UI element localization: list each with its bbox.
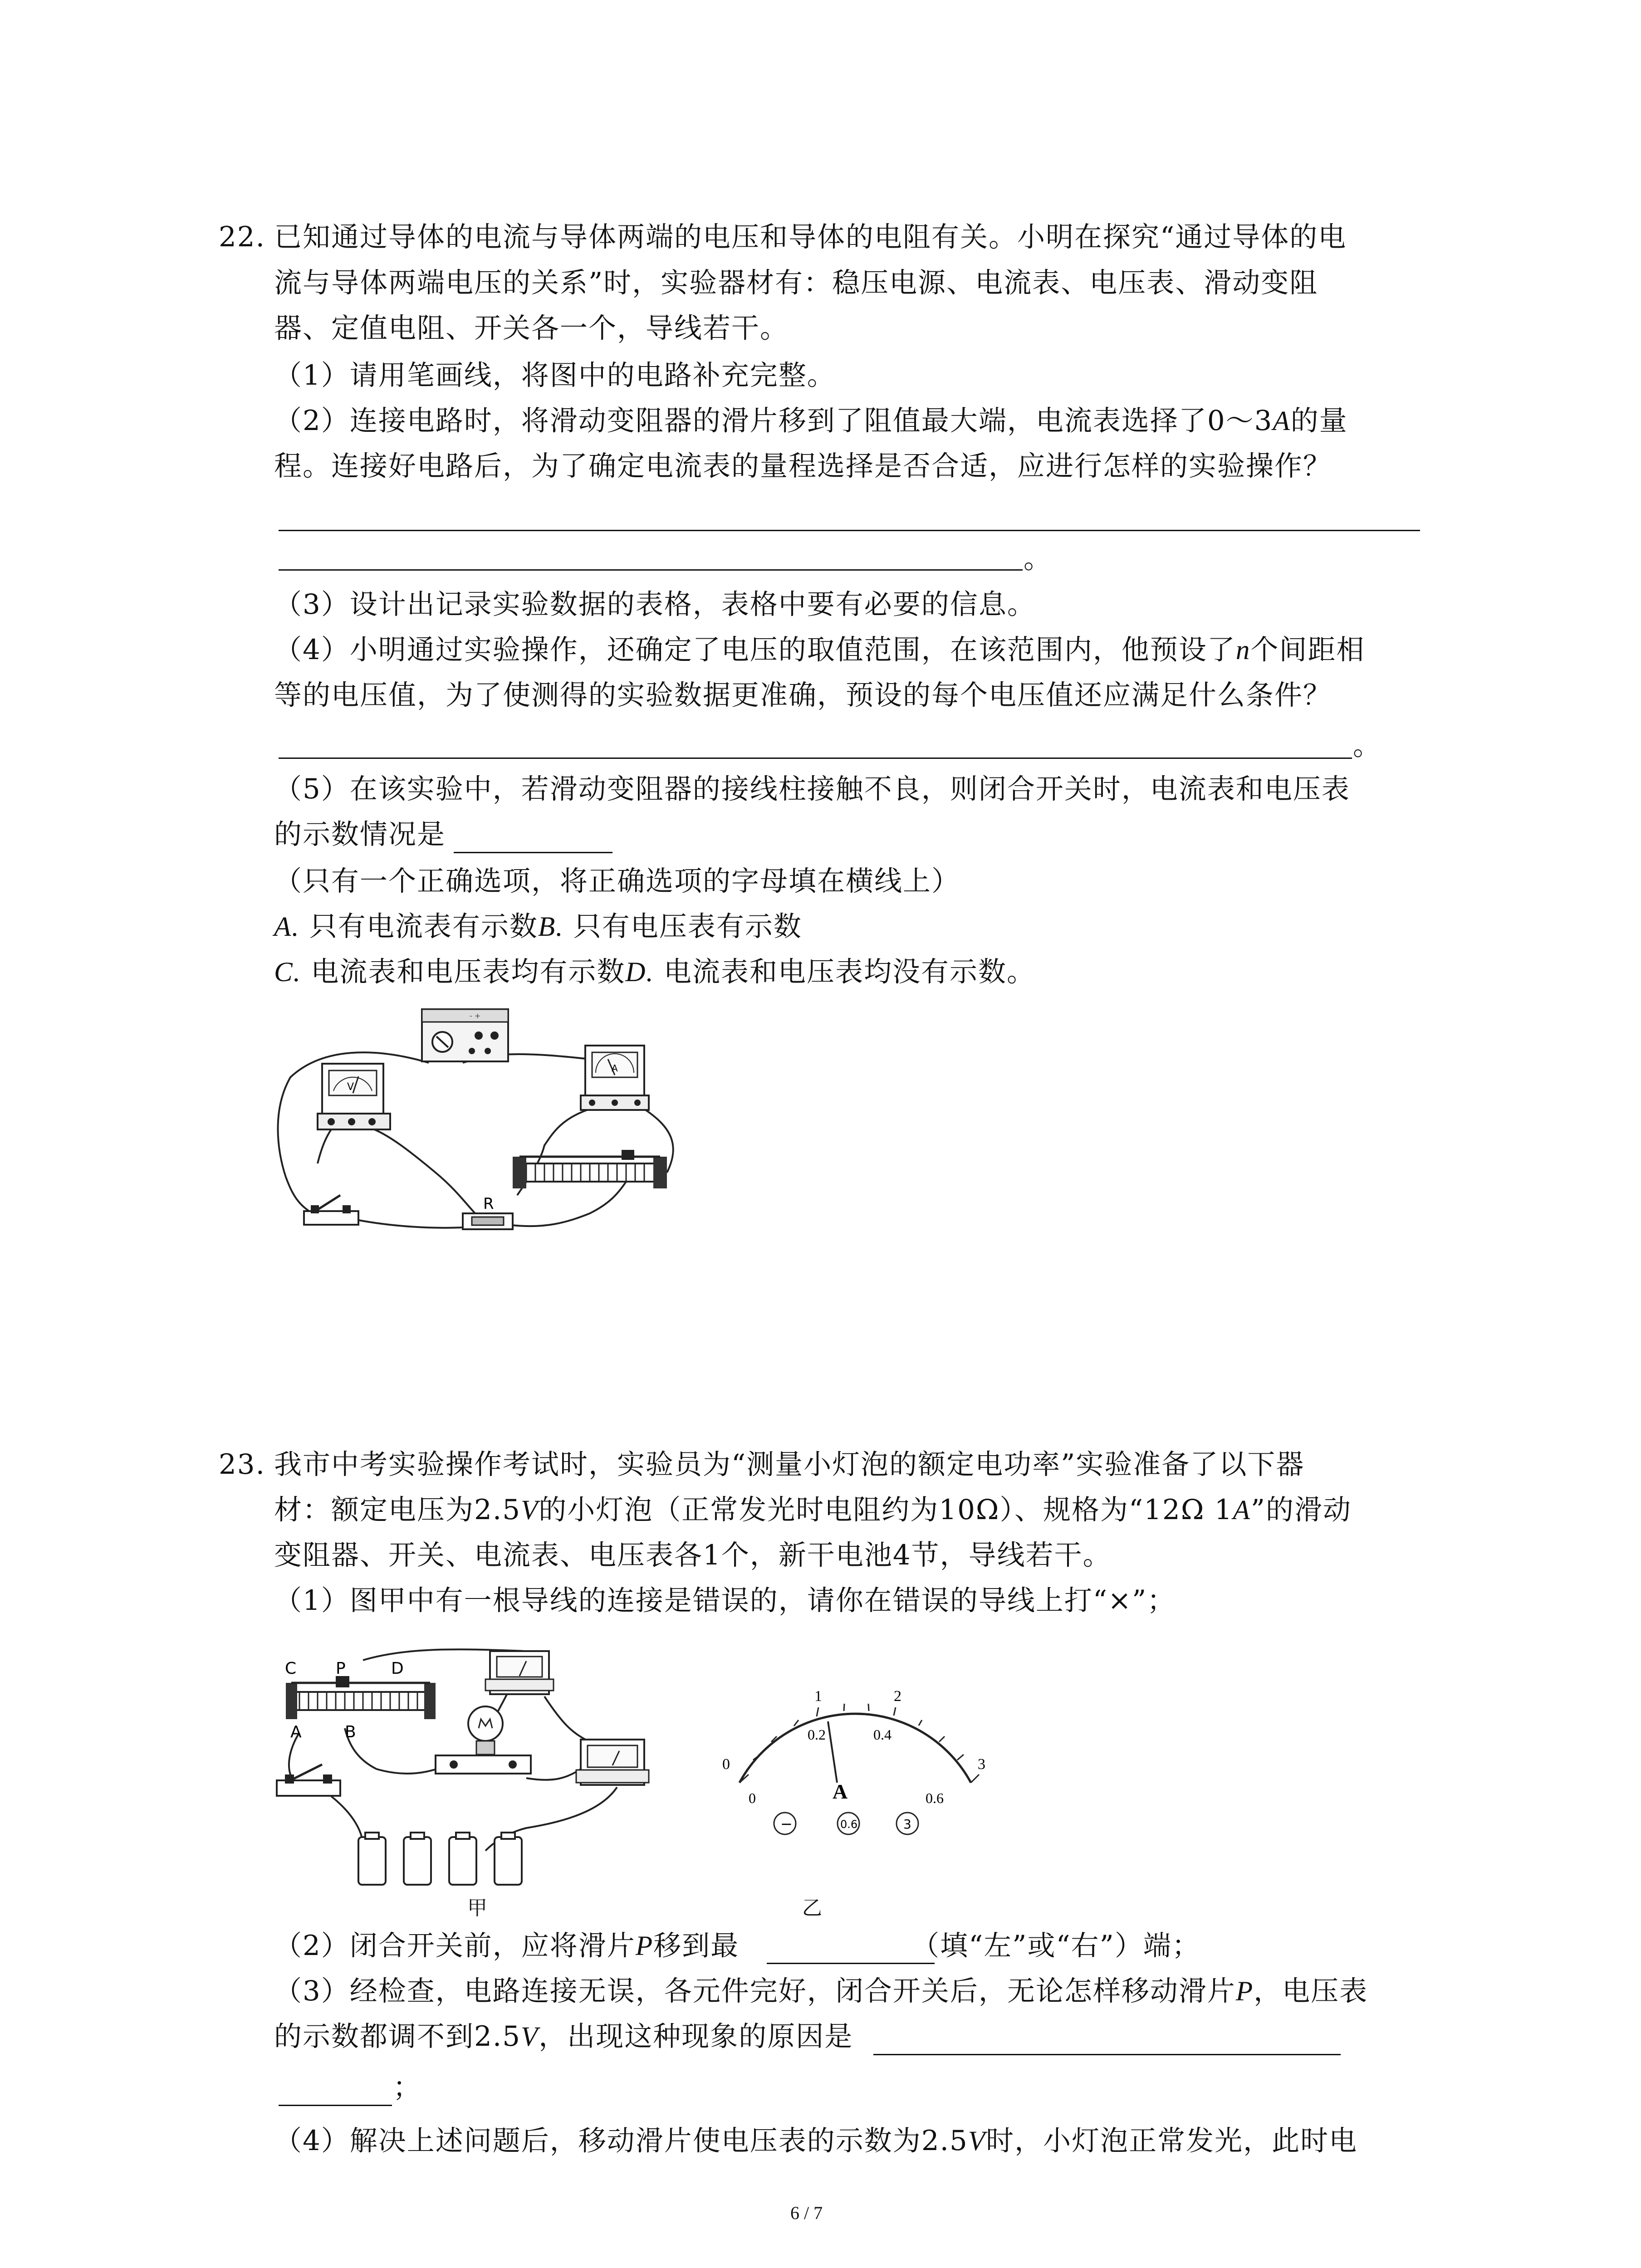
resistor-icon bbox=[463, 1195, 513, 1229]
svg-text:- +: - + bbox=[470, 1012, 481, 1020]
label-p: P bbox=[336, 1659, 346, 1678]
q23-number: 23. bbox=[219, 1448, 266, 1481]
label-d: D bbox=[391, 1659, 404, 1678]
wire-switch-to-resistor bbox=[347, 1218, 472, 1228]
scale-bottom-04: 0.4 bbox=[873, 1726, 892, 1743]
q22-line-1: 已知通过导体的电流与导体两端的电压和导体的电阻有关。小明在探究“通过导体的电 bbox=[274, 221, 1347, 253]
q22-number: 22. bbox=[219, 221, 266, 253]
scale-top-2: 2 bbox=[894, 1688, 901, 1705]
scale-bottom-0: 0 bbox=[749, 1790, 756, 1806]
dial-unit-a: A bbox=[833, 1780, 848, 1803]
wire-voltmeter-to-resistor bbox=[374, 1129, 485, 1222]
q22-line-3: 器、定值电阻、开关各一个，导线若干。 bbox=[274, 312, 789, 344]
q23-answer-line-2[interactable] bbox=[767, 1963, 935, 1964]
q22-part-3: （3）设计出记录实验数据的表格，表格中要有必要的信息。 bbox=[274, 588, 1036, 621]
dial-needle bbox=[828, 1721, 837, 1783]
ammeter-icon bbox=[581, 1046, 649, 1110]
q22-part-4-line-1: （4）小明通过实验操作，还确定了电压的取值范围，在该范围内，他预设了n个间距相 bbox=[274, 634, 1365, 666]
scale-top-3: 3 bbox=[978, 1756, 985, 1773]
svg-text:3: 3 bbox=[903, 1817, 911, 1832]
q23-part-3-line-2: 的示数都调不到2.5V，出现这种现象的原因是 bbox=[274, 2020, 853, 2053]
dial-arc bbox=[740, 1714, 971, 1783]
scale-top-0: 0 bbox=[722, 1756, 730, 1773]
wire-voltmeter-left bbox=[318, 1129, 331, 1163]
page-number: 6 / 7 bbox=[790, 2203, 823, 2223]
q23-line-1: 我市中考实验操作考试时，实验员为“测量小灯泡的额定电功率”实验准备了以下器 bbox=[274, 1448, 1305, 1481]
q22-part-4-end: 。 bbox=[1353, 729, 1382, 762]
lamp-icon bbox=[436, 1706, 531, 1774]
q22-line-2: 流与导体两端电压的关系”时，实验器材有：稳压电源、电流表、电压表、滑动变阻 bbox=[274, 267, 1318, 299]
q23-figure-jia bbox=[272, 1642, 703, 1887]
label-b: B bbox=[345, 1723, 356, 1741]
switch-icon bbox=[304, 1195, 358, 1225]
q22-circuit-figure bbox=[272, 1000, 681, 1236]
q23-answer-line-3b[interactable] bbox=[279, 2105, 392, 2106]
q22-part-5-note: （只有一个正确选项，将正确选项的字母填在横线上） bbox=[274, 865, 960, 897]
label-c: C bbox=[285, 1659, 297, 1678]
q22-answer-line-2b[interactable] bbox=[279, 569, 1023, 571]
q23-part-4: （4）解决上述问题后，移动滑片使电压表的示数为2.5V时，小灯泡正常发光，此时电 bbox=[274, 2125, 1358, 2157]
wire-voltmeter-to-ammeter bbox=[544, 1696, 590, 1742]
voltmeter-icon bbox=[318, 1064, 390, 1129]
q23-ammeter-icon bbox=[576, 1740, 649, 1785]
q22-part-1: （1）请用笔画线，将图中的电路补充完整。 bbox=[274, 359, 836, 391]
wire-lamp-to-ammeter bbox=[526, 1769, 581, 1780]
q23-figure-yi bbox=[712, 1678, 1003, 1842]
scale-bottom-06: 0.6 bbox=[926, 1790, 944, 1806]
rheostat-icon bbox=[513, 1150, 667, 1188]
q22-part-2-end: 。 bbox=[1024, 543, 1053, 575]
q23-switch-icon bbox=[277, 1765, 340, 1796]
q22-part-4-line-2: 等的电压值，为了使测得的实验数据更准确，预设的每个电压值还应满足什么条件？ bbox=[274, 679, 1332, 711]
q22-part-5-line-1: （5）在该实验中，若滑动变阻器的接线柱接触不良，则闭合开关时，电流表和电压表 bbox=[274, 773, 1350, 805]
q23-part-3-end: ； bbox=[393, 2071, 422, 2103]
q23-part-2: （2）闭合开关前，应将滑片P移到最 （填“左”或“右”）端； bbox=[274, 1930, 1200, 1962]
svg-text:0.6: 0.6 bbox=[840, 1818, 858, 1831]
resistor-label: R bbox=[483, 1195, 494, 1213]
q23-rheostat-icon bbox=[286, 1676, 436, 1719]
q23-line-3: 变阻器、开关、电流表、电压表各1个，新干电池4节，导线若干。 bbox=[274, 1539, 1112, 1571]
svg-text:V: V bbox=[347, 1081, 354, 1093]
label-a: A bbox=[290, 1723, 302, 1741]
q22-options-ab: A. 只有电流表有示数B. 只有电压表有示数 bbox=[274, 910, 802, 943]
q23-line-2: 材：额定电压为2.5V的小灯泡（正常发光时电阻约为10Ω）、规格为“12Ω 1A”的滑动 bbox=[274, 1494, 1352, 1526]
q22-part-5-line-2: 的示数情况是 bbox=[274, 818, 446, 850]
figure-jia-label: 甲 bbox=[467, 1897, 487, 1919]
scale-top-1: 1 bbox=[814, 1688, 822, 1705]
q22-part-2-line-2: 程。连接好电路后，为了确定电流表的量程选择是否合适，应进行怎样的实验操作？ bbox=[274, 450, 1332, 482]
q23-part-3-line-1: （3）经检查，电路连接无误，各元件完好，闭合开关后，无论怎样移动滑片P，电压表 bbox=[274, 1975, 1368, 2007]
q22-answer-line-2a[interactable] bbox=[279, 530, 1420, 531]
svg-text:A: A bbox=[612, 1063, 618, 1074]
q22-answer-line-4[interactable] bbox=[279, 758, 1352, 759]
q23-answer-line-3a[interactable] bbox=[873, 2054, 1341, 2055]
power-supply-icon bbox=[422, 1009, 508, 1061]
q22-part-2-line-1: （2）连接电路时，将滑动变阻器的滑片移到了阻值最大端，电流表选择了0～3A的量 bbox=[274, 405, 1348, 437]
svg-text:−: − bbox=[780, 1815, 793, 1833]
scale-bottom-02: 0.2 bbox=[808, 1726, 826, 1743]
battery-icon bbox=[358, 1833, 522, 1885]
q22-options-cd: C. 电流表和电压表均有示数D. 电流表和电压表均没有示数。 bbox=[274, 956, 1036, 988]
q23-part-1: （1）图甲中有一根导线的连接是错误的，请你在错误的导线上打“×”； bbox=[274, 1584, 1176, 1617]
q22-answer-line-5[interactable] bbox=[454, 852, 612, 853]
figure-yi-label: 乙 bbox=[802, 1897, 822, 1919]
q23-voltmeter-icon bbox=[485, 1651, 554, 1694]
